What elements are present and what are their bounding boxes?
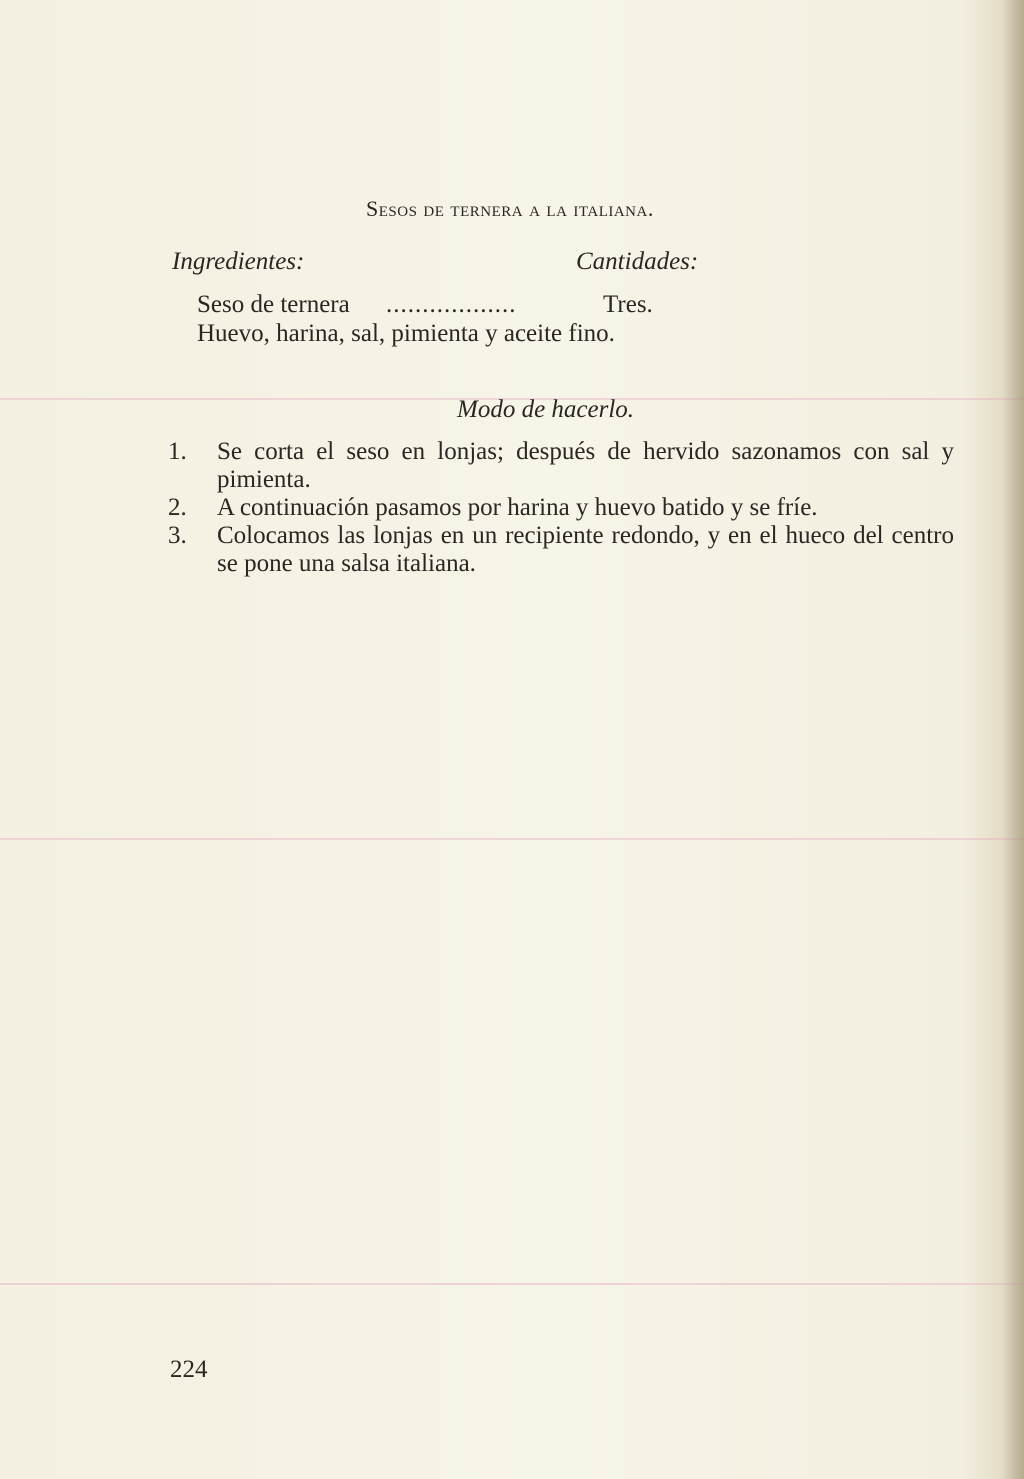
page-edge-shadow (1002, 0, 1024, 1479)
step-number: 2. (168, 494, 187, 521)
paper-line (0, 1283, 1024, 1285)
quantities-header: Cantidades: (576, 248, 699, 275)
page-number: 224 (170, 1356, 208, 1383)
ingredient-line: Huevo, harina, sal, pimienta y aceite fino. (197, 320, 615, 347)
method-steps (168, 438, 954, 578)
step-number: 1. (168, 438, 187, 465)
ingredients-header: Ingredientes: (172, 248, 305, 275)
step-text: A continuación pasamos por harina y huevo batido y se fríe. (217, 494, 818, 521)
ingredient-leader-dots: .................. (386, 291, 517, 318)
recipe-title: Sesos de ternera a la italiana. (366, 196, 654, 221)
step-text: Colocamos las lonjas en un recipiente redondo, y en el hueco del centro se pone una salsa italiana. (217, 522, 954, 577)
step-text: Se corta el seso en lonjas; después de hervido sazonamos con sal y pimienta. (217, 438, 954, 493)
method-header: Modo de hacerlo. (457, 396, 635, 423)
ingredient-quantity: Tres. (603, 291, 653, 318)
paper-line (0, 838, 1024, 840)
method-step (168, 494, 954, 522)
step-number: 3. (168, 522, 187, 549)
ingredient-name: Seso de ternera (197, 291, 350, 318)
method-step (168, 522, 954, 578)
method-step (168, 438, 954, 494)
